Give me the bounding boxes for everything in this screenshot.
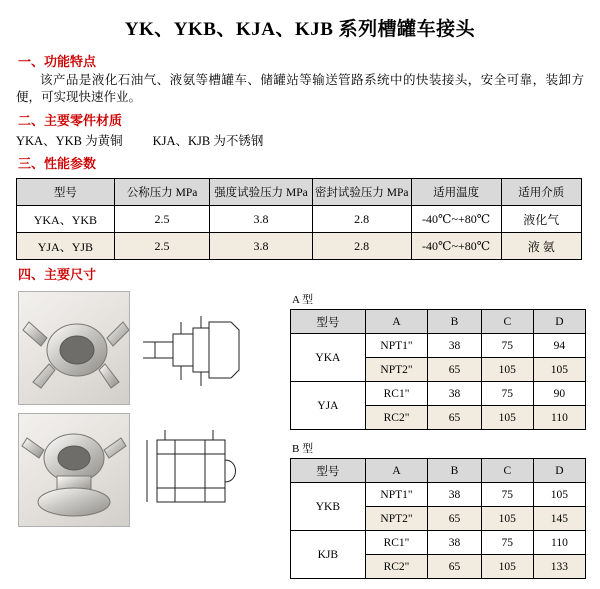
type-a-cell: NPT2" (365, 358, 428, 382)
type-a-header-b: B (428, 310, 481, 334)
type-b-header-a: A (365, 459, 428, 483)
type-a-cell: 65 (428, 358, 481, 382)
type-b-cell: 110 (533, 531, 585, 555)
line-drawing-type-b (134, 413, 248, 527)
type-b-cell: RC2" (365, 555, 428, 579)
type-b-cell: 75 (481, 531, 533, 555)
type-a-header-c: C (481, 310, 533, 334)
type-b-cell: 105 (533, 483, 585, 507)
type-b-cell: 65 (428, 507, 481, 531)
type-a-cell: 105 (481, 406, 533, 430)
section-heading-materials: 二、主要零件材质 (18, 113, 123, 128)
type-b-header-d: D (533, 459, 585, 483)
type-a-cell-model: YKA (291, 334, 366, 382)
dimension-images-column (18, 291, 248, 535)
performance-table-header-row (17, 179, 582, 206)
materials-right-text: KJA、KJB 为不锈钢 (152, 134, 264, 148)
type-a-cell: 38 (428, 382, 481, 406)
type-b-cell: RC1" (365, 531, 428, 555)
type-a-cell: 105 (533, 358, 585, 382)
performance-cell: 液化气 (501, 206, 581, 233)
table-row (291, 382, 586, 406)
performance-cell: 3.8 (210, 206, 312, 233)
type-a-cell-model: YJA (291, 382, 366, 430)
type-a-table (290, 309, 586, 430)
product-photo-type-a (18, 291, 130, 405)
type-a-cell: 75 (481, 334, 533, 358)
type-b-cell: NPT1" (365, 483, 428, 507)
performance-header-model: 型号 (17, 179, 115, 206)
table-row (291, 334, 586, 358)
section-heading-features: 一、功能特点 (18, 54, 97, 69)
product-photo-type-b (18, 413, 130, 527)
type-b-table (290, 458, 586, 579)
type-b-cell: 38 (428, 531, 481, 555)
performance-cell: YJA、YJB (17, 233, 115, 260)
type-b-header-b: B (428, 459, 481, 483)
type-b-cell: 133 (533, 555, 585, 579)
type-b-cell: 105 (481, 507, 533, 531)
performance-header-strength-test-pressure: 强度试验压力 MPa (210, 179, 312, 206)
type-a-cell: 94 (533, 334, 585, 358)
performance-cell: 2.8 (312, 206, 411, 233)
type-a-cell: 38 (428, 334, 481, 358)
materials-left-text: YKA、YKB 为黄铜 (16, 134, 123, 148)
materials-line (16, 131, 600, 149)
performance-cell: 2.5 (114, 233, 210, 260)
type-b-cell-model: YKB (291, 483, 366, 531)
type-b-cell: 105 (481, 555, 533, 579)
type-a-cell: 110 (533, 406, 585, 430)
type-b-cell-model: KJB (291, 531, 366, 579)
type-a-cell: 65 (428, 406, 481, 430)
performance-header-medium: 适用介质 (501, 179, 581, 206)
table-row (291, 531, 586, 555)
performance-table (16, 178, 582, 260)
type-b-cell: 38 (428, 483, 481, 507)
type-a-cell: 90 (533, 382, 585, 406)
type-b-cell: 65 (428, 555, 481, 579)
image-row-a (18, 291, 248, 405)
performance-cell: YKA、YKB (17, 206, 115, 233)
type-a-header-model: 型号 (291, 310, 366, 334)
type-a-cell: RC2" (365, 406, 428, 430)
type-b-header-c: C (481, 459, 533, 483)
performance-cell: -40℃~+80℃ (411, 233, 501, 260)
page-title: YK、YKB、KJA、KJB 系列槽罐车接头 (124, 19, 476, 40)
type-b-cell: NPT2" (365, 507, 428, 531)
table-row (291, 483, 586, 507)
type-a-cell: RC1" (365, 382, 428, 406)
type-a-header-row (291, 310, 586, 334)
performance-cell: 2.8 (312, 233, 411, 260)
dimension-tables-column (290, 291, 590, 589)
type-b-cell: 145 (533, 507, 585, 531)
type-b-header-row (291, 459, 586, 483)
type-a-label: A 型 (292, 294, 314, 306)
performance-header-temperature: 适用温度 (411, 179, 501, 206)
performance-cell: -40℃~+80℃ (411, 206, 501, 233)
table-row (17, 206, 582, 233)
performance-cell: 2.5 (114, 206, 210, 233)
performance-header-seal-test-pressure: 密封试验压力 MPa (312, 179, 411, 206)
image-row-b (18, 413, 248, 527)
table-row (17, 233, 582, 260)
features-body-text: 该产品是液化石油气、液氨等槽罐车、储罐站等输送管路系统中的快装接头，安全可靠，装卸方便，可实现快速作业。 (16, 73, 584, 104)
type-a-cell: 105 (481, 358, 533, 382)
type-a-cell: NPT1" (365, 334, 428, 358)
type-a-header-a: A (365, 310, 428, 334)
performance-header-nominal-pressure: 公称压力 MPa (114, 179, 210, 206)
line-drawing-type-a (134, 291, 248, 405)
section-heading-performance: 三、性能参数 (18, 156, 97, 171)
type-b-label: B 型 (292, 443, 314, 455)
type-a-cell: 75 (481, 382, 533, 406)
type-b-header-model: 型号 (291, 459, 366, 483)
performance-cell: 3.8 (210, 233, 312, 260)
section-heading-dimensions: 四、主要尺寸 (18, 267, 97, 282)
performance-cell: 液 氨 (501, 233, 581, 260)
type-b-cell: 75 (481, 483, 533, 507)
type-a-header-d: D (533, 310, 585, 334)
